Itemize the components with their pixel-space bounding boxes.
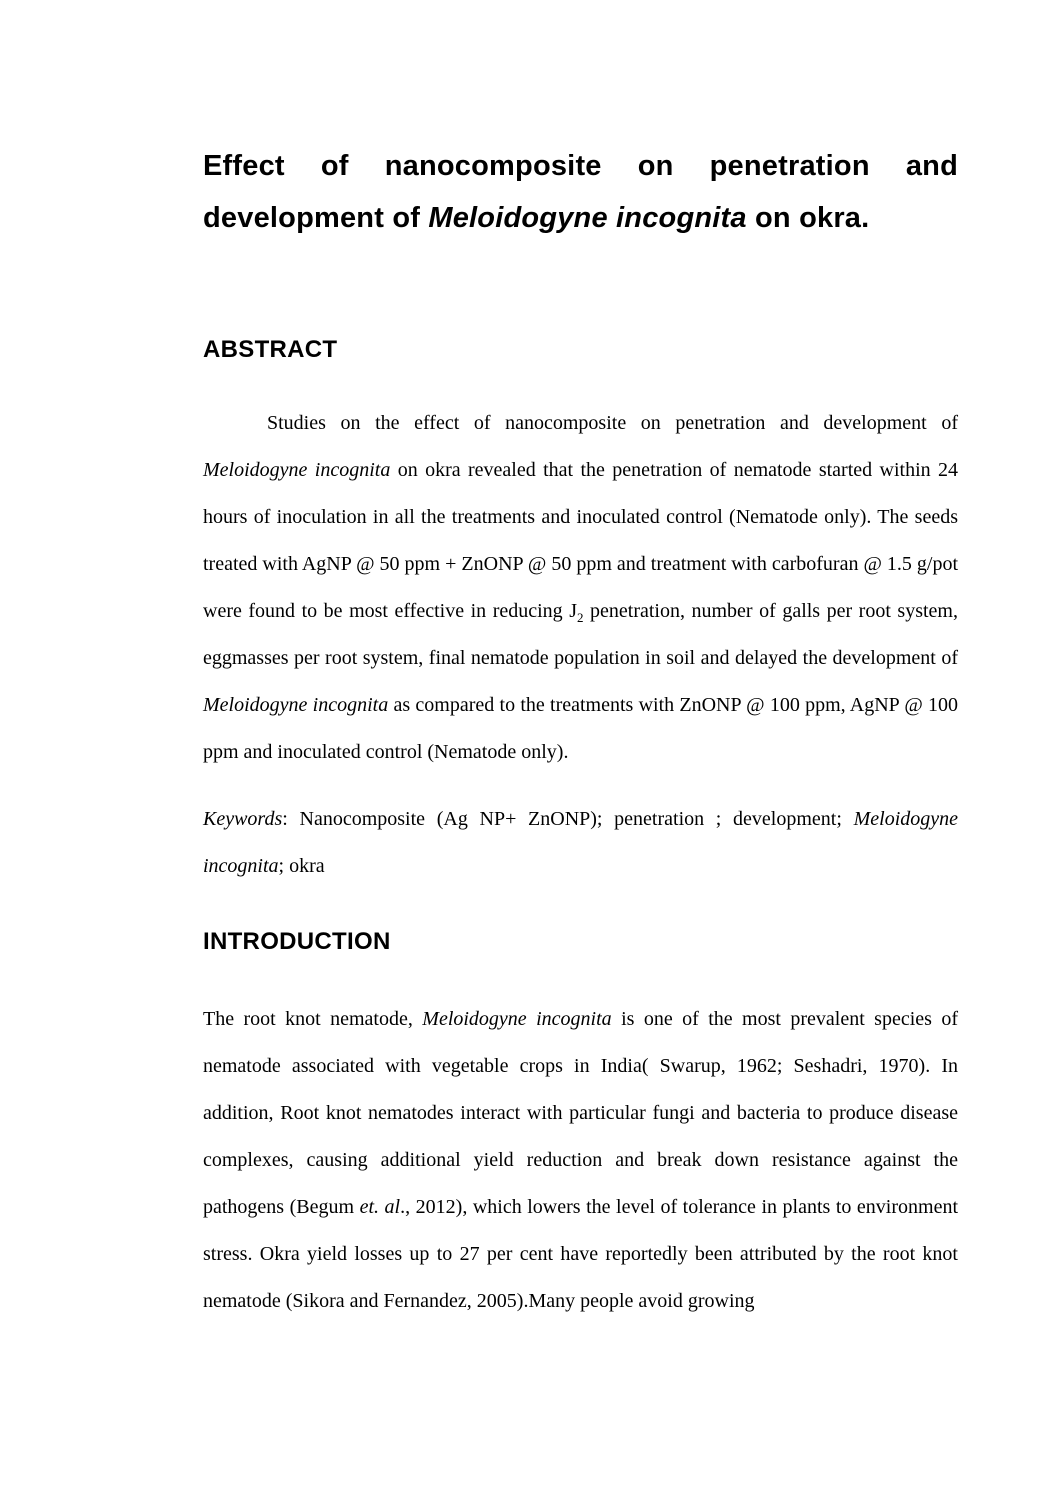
abstract-text: on okra revealed that the penetration of nematode started within 24 hours of inoculation in all the treatments and inoculated control (Nematode only). The seeds treated with AgNP @ 50 ppm + ZnONP @ 50 ppm and treatment with carbofuran @ 1.5 g/pot were found to be most effective in reducing J: [203, 459, 959, 622]
keywords-text: : Nanocomposite (Ag NP+ ZnONP); penetration ; development;: [282, 808, 854, 830]
abstract-heading: ABSTRACT: [203, 336, 338, 363]
introduction-heading: INTRODUCTION: [203, 928, 391, 955]
keywords-text-end: ; okra: [278, 855, 325, 877]
abstract-text: as compared to the treatments with ZnONP @ 100 ppm, AgNP @ 100 ppm and inoculated control (Nematode only).: [203, 694, 958, 763]
abstract-paragraph: [203, 400, 958, 776]
keywords-label: Keywords: [203, 808, 283, 830]
keywords-line: [203, 796, 958, 890]
introduction-paragraph: [203, 996, 958, 1325]
paper-title: [203, 140, 958, 244]
intro-text-end: ., 2012), which lowers the level of tolerance in plants to environment stress. Okra yield losses up to 27 per cent have reportedly been attributed by the root knot nematode (Sikora and Fernandez, 2005).Many people avoid growing: [203, 1196, 959, 1312]
abstract-species-name: Meloidogyne incognita: [203, 694, 389, 716]
abstract-text: penetration, number of galls per root system, eggmasses per root system, final nematode population in soil and delayed the development of: [203, 600, 958, 669]
intro-etal: et. al: [359, 1196, 401, 1218]
abstract-text: Studies on the effect of nanocomposite on penetration and development of: [267, 412, 958, 434]
title-text-end: on okra.: [746, 202, 870, 234]
title-text: Effect of nanocomposite on penetration and development of: [203, 150, 958, 234]
title-species-name: Meloidogyne incognita: [428, 202, 747, 234]
intro-text: The root knot nematode,: [203, 1008, 423, 1030]
keywords-species-name: Meloidogyne incognita: [203, 808, 958, 877]
abstract-subscript: 2: [576, 610, 584, 625]
intro-text: is one of the most prevalent species of nematode associated with vegetable crops in India( Swarup, 1962; Seshadri, 1970). In addition, Root knot nematodes interact with particular fungi and bacteria to produce disease complexes, causing additional yield reduction and break down resistance against the pathogens (Begum: [203, 1008, 958, 1218]
abstract-species-name: Meloidogyne incognita: [203, 459, 391, 481]
intro-species-name: Meloidogyne incognita: [422, 1008, 612, 1030]
